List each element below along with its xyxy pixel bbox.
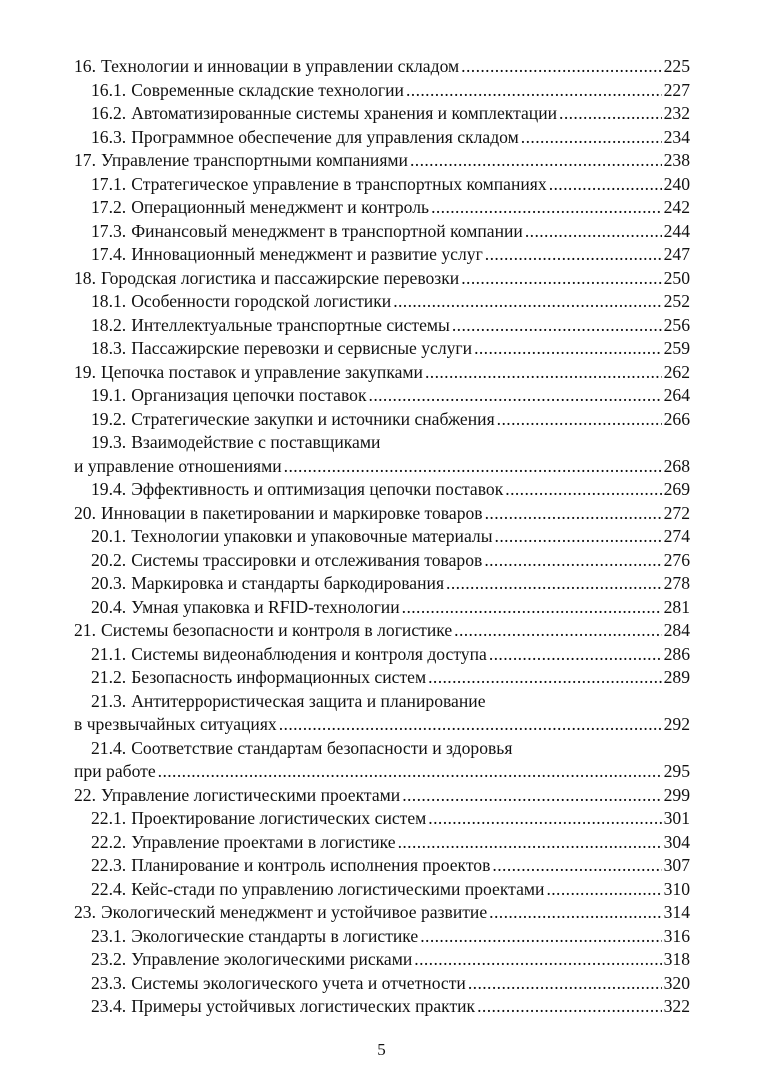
toc-entry-number: 20.1. xyxy=(91,526,127,546)
toc-entry-title: Инновационный менеджмент и развитие услуг xyxy=(131,244,483,264)
toc-entry-number: 22.1. xyxy=(91,808,127,828)
toc-entry-page: 289 xyxy=(663,667,690,687)
toc-leader-dots xyxy=(402,784,661,808)
toc-entry-number: 16.2. xyxy=(91,103,127,123)
toc-entry[interactable] xyxy=(74,807,690,831)
toc-entry-title-continuation: в чрезвычайных ситуациях xyxy=(74,714,277,734)
toc-entry-title: Умная упаковка и RFID-технологии xyxy=(131,596,400,617)
toc-leader-dots xyxy=(489,901,661,925)
toc-entry[interactable] xyxy=(74,173,690,197)
toc-entry-number: 16.3. xyxy=(91,126,127,147)
toc-entry[interactable] xyxy=(74,854,690,878)
toc-entry-page: 272 xyxy=(663,502,690,523)
toc-leader-dots xyxy=(446,572,662,596)
toc-leader-dots xyxy=(489,643,662,667)
toc-entry[interactable] xyxy=(74,525,690,549)
toc-entry[interactable] xyxy=(74,290,690,314)
toc-entry-page: 227 xyxy=(663,79,690,100)
toc-entry-page: 247 xyxy=(663,244,690,264)
toc-leader-dots xyxy=(525,220,662,244)
toc-entry[interactable] xyxy=(74,408,690,432)
toc-entry-title: Системы видеонаблюдения и контроля доступа xyxy=(131,643,487,664)
toc-entry-page: 314 xyxy=(663,902,690,922)
toc-entry-number: 19.3. xyxy=(91,432,127,452)
toc-leader-dots xyxy=(398,831,662,855)
toc-entry-number: 21.4. xyxy=(91,737,127,758)
toc-entry-title: Особенности городской логистики xyxy=(131,291,392,311)
toc-entry-number: 20. xyxy=(74,502,96,523)
toc-entry[interactable] xyxy=(74,972,690,996)
toc-leader-dots xyxy=(279,713,662,737)
toc-entry-title: Организация цепочки поставок xyxy=(131,385,367,405)
toc-entry-title: Программное обеспечение для управления складом xyxy=(131,126,519,147)
toc-entry-title: Экологические стандарты в логистике xyxy=(131,925,419,946)
toc-entry-number: 22.3. xyxy=(91,855,127,875)
toc-entry-page: 274 xyxy=(663,526,690,546)
toc-entry-title: Пассажирские перевозки и сервисные услуги xyxy=(131,338,473,358)
toc-entry-number: 19.2. xyxy=(91,408,127,429)
toc-entry-page: 256 xyxy=(663,314,690,335)
toc-entry-title: Соответствие стандартам безопасности и здоровья xyxy=(131,737,513,758)
toc-entry-page: 284 xyxy=(663,620,690,640)
toc-entry-title: Автоматизированные системы хранения и комплектации xyxy=(131,103,558,123)
toc-entry-title: Операционный менеджмент и контроль xyxy=(131,197,430,217)
toc-entry[interactable] xyxy=(74,596,690,620)
toc-entry[interactable] xyxy=(74,102,690,126)
toc-entry[interactable] xyxy=(74,314,690,338)
toc-entry[interactable] xyxy=(74,995,690,1019)
toc-leader-dots xyxy=(485,502,662,526)
toc-entry-page: 292 xyxy=(663,714,690,734)
toc-entry-title-continuation: и управление отношениями xyxy=(74,455,282,476)
toc-entry-page: 299 xyxy=(663,784,690,805)
toc-entry-number: 17.1. xyxy=(91,173,127,194)
toc-entry-page: 268 xyxy=(663,455,690,476)
toc-entry-page: 269 xyxy=(663,479,690,499)
toc-entry-continuation[interactable] xyxy=(74,455,690,479)
toc-entry[interactable] xyxy=(74,643,690,667)
toc-entry[interactable] xyxy=(74,831,690,855)
toc-entry-page: 295 xyxy=(663,761,690,781)
toc-entry-number: 20.3. xyxy=(91,573,127,593)
toc-entry[interactable] xyxy=(74,196,690,220)
toc-entry-page: 232 xyxy=(663,103,690,123)
toc-entry-title: Взаимодействие с поставщиками xyxy=(131,432,381,452)
toc-leader-dots xyxy=(497,408,662,432)
toc-entry-title: Цепочка поставок и управление закупками xyxy=(101,361,423,382)
toc-entry-number: 19. xyxy=(74,361,96,382)
toc-entry[interactable] xyxy=(74,55,690,79)
toc-entry-number: 21.3. xyxy=(91,690,127,711)
toc-entry-number: 20.2. xyxy=(91,549,127,570)
toc-entry[interactable] xyxy=(74,267,690,291)
toc-entry-title: Системы трассировки и отслеживания товаров xyxy=(131,549,483,570)
toc-leader-dots xyxy=(485,243,662,267)
toc-entry-page: 264 xyxy=(663,385,690,405)
toc-entry[interactable] xyxy=(74,878,690,902)
toc-leader-dots xyxy=(505,478,661,502)
toc-leader-dots xyxy=(369,384,662,408)
toc-entry-title: Технологии упаковки и упаковочные материалы xyxy=(131,526,493,546)
toc-entry-number: 23.1. xyxy=(91,925,127,946)
toc-entry[interactable] xyxy=(74,784,690,808)
toc-entry-page: 316 xyxy=(663,925,690,946)
toc-leader-dots xyxy=(425,361,662,385)
toc-leader-dots xyxy=(402,596,662,620)
toc-entry-title: Управление проектами в логистике xyxy=(131,831,396,852)
toc-entry[interactable] xyxy=(74,502,690,526)
toc-entry-number: 16.1. xyxy=(91,79,127,100)
toc-leader-dots xyxy=(461,267,661,291)
toc-entry-title: Системы экологического учета и отчетности xyxy=(131,972,466,993)
toc-leader-dots xyxy=(484,549,661,573)
toc-entry-number: 21.2. xyxy=(91,667,127,687)
toc-entry[interactable] xyxy=(74,572,690,596)
toc-entry-title: Управление транспортными компаниями xyxy=(101,150,408,170)
toc-entry-number: 19.1. xyxy=(91,385,127,405)
toc-entry-number: 18. xyxy=(74,267,96,288)
toc-entry-title: Стратегическое управление в транспортных компаниях xyxy=(131,173,547,194)
toc-entry-number: 23. xyxy=(74,902,96,922)
toc-entry-title-continuation: при работе xyxy=(74,761,156,781)
toc-entry-number: 17.3. xyxy=(91,220,127,241)
toc-entry-number: 18.1. xyxy=(91,291,127,311)
toc-entry-number: 21. xyxy=(74,620,96,640)
toc-leader-dots xyxy=(521,126,662,150)
toc-entry-number: 16. xyxy=(74,56,96,76)
toc-entry-title: Эффективность и оптимизация цепочки поставок xyxy=(131,479,504,499)
toc-leader-dots xyxy=(420,925,661,949)
toc-entry-number: 23.3. xyxy=(91,972,127,993)
toc-entry-page: 301 xyxy=(663,808,690,828)
toc-leader-dots xyxy=(406,79,662,103)
toc-entry[interactable] xyxy=(74,690,690,714)
toc-entry-title: Кейс-стади по управлению логистическими проектами xyxy=(131,878,545,899)
toc-entry[interactable] xyxy=(74,619,690,643)
toc-entry[interactable] xyxy=(74,549,690,573)
toc-entry-number: 18.3. xyxy=(91,338,127,358)
toc-entry-page: 240 xyxy=(663,173,690,194)
toc-entry[interactable] xyxy=(74,925,690,949)
toc-leader-dots xyxy=(559,102,662,126)
toc-entry-title: Системы безопасности и контроля в логистике xyxy=(101,620,453,640)
toc-entry-page: 244 xyxy=(663,220,690,241)
toc-entry-number: 22.4. xyxy=(91,878,127,899)
toc-entry-page: 266 xyxy=(663,408,690,429)
toc-entry-page: 322 xyxy=(663,996,690,1016)
toc-entry[interactable] xyxy=(74,243,690,267)
toc-entry-page: 250 xyxy=(663,267,690,288)
toc-entry-page: 318 xyxy=(663,949,690,969)
toc-entry-page: 252 xyxy=(663,291,690,311)
toc-entry[interactable] xyxy=(74,948,690,972)
toc-leader-dots xyxy=(414,948,661,972)
toc-leader-dots xyxy=(431,196,662,220)
toc-entry-title: Безопасность информационных систем xyxy=(131,667,427,687)
toc-leader-dots xyxy=(428,666,662,690)
toc-entry-page: 307 xyxy=(663,855,690,875)
toc-entry[interactable] xyxy=(74,220,690,244)
toc-entry-title: Современные складские технологии xyxy=(131,79,404,100)
toc-entry-title: Маркировка и стандарты баркодирования xyxy=(131,573,445,593)
toc-entry-page: 281 xyxy=(663,596,690,617)
toc-entry-title: Технологии и инновации в управлении складом xyxy=(101,56,460,76)
toc-entry-page: 259 xyxy=(663,338,690,358)
toc-entry[interactable] xyxy=(74,126,690,150)
toc-entry-number: 19.4. xyxy=(91,479,127,499)
toc-entry[interactable] xyxy=(74,361,690,385)
toc-entry-title: Финансовый менеджмент в транспортной компании xyxy=(131,220,523,241)
toc-leader-dots xyxy=(474,337,662,361)
toc-entry[interactable] xyxy=(74,79,690,103)
toc-entry[interactable] xyxy=(74,666,690,690)
toc-entry-page: 262 xyxy=(663,361,690,382)
toc-entry-title: Управление экологическими рисками xyxy=(131,949,413,969)
toc-leader-dots xyxy=(452,314,662,338)
toc-entry[interactable] xyxy=(74,737,690,761)
toc-entry-number: 21.1. xyxy=(91,643,127,664)
toc-entry-page: 278 xyxy=(663,573,690,593)
toc-leader-dots xyxy=(428,807,661,831)
toc-entry-page: 242 xyxy=(663,197,690,217)
toc-leader-dots xyxy=(546,878,661,902)
toc-entry-page: 234 xyxy=(663,126,690,147)
toc-leader-dots xyxy=(495,525,662,549)
toc-entry-title: Антитеррористическая защита и планирование xyxy=(131,690,486,711)
toc-entry-title: Проектирование логистических систем xyxy=(131,808,427,828)
toc-entry-page: 286 xyxy=(663,643,690,664)
toc-entry-number: 17. xyxy=(74,150,96,170)
toc-entry-title: Примеры устойчивых логистических практик xyxy=(131,996,476,1016)
page-number: 5 xyxy=(377,1040,386,1059)
toc-entry-page: 276 xyxy=(663,549,690,570)
toc-entry-number: 18.2. xyxy=(91,314,127,335)
toc-entry[interactable] xyxy=(74,384,690,408)
toc-entry-title: Управление логистическими проектами xyxy=(101,784,401,805)
toc-entry-number: 17.4. xyxy=(91,244,127,264)
toc-entry-number: 17.2. xyxy=(91,197,127,217)
toc-entry[interactable] xyxy=(74,337,690,361)
toc-entry[interactable] xyxy=(74,149,690,173)
table-of-contents xyxy=(74,55,690,1019)
toc-entry-page: 304 xyxy=(663,831,690,852)
toc-entry-title: Интеллектуальные транспортные системы xyxy=(131,314,450,335)
toc-leader-dots xyxy=(461,55,661,79)
toc-leader-dots xyxy=(492,854,661,878)
toc-leader-dots xyxy=(410,149,662,173)
toc-leader-dots xyxy=(477,995,662,1019)
toc-entry-title: Планирование и контроль исполнения проектов xyxy=(131,855,491,875)
toc-entry-page: 225 xyxy=(663,56,690,76)
toc-entry-number: 23.4. xyxy=(91,996,127,1016)
toc-entry[interactable] xyxy=(74,431,690,455)
toc-leader-dots xyxy=(549,173,662,197)
toc-entry-continuation[interactable] xyxy=(74,760,690,784)
toc-entry[interactable] xyxy=(74,478,690,502)
toc-leader-dots xyxy=(454,619,661,643)
toc-entry-title: Инновации в пакетировании и маркировке товаров xyxy=(101,502,483,523)
toc-entry-title: Городская логистика и пассажирские перевозки xyxy=(101,267,460,288)
toc-leader-dots xyxy=(158,760,662,784)
toc-entry-continuation[interactable] xyxy=(74,713,690,737)
toc-entry-number: 22.2. xyxy=(91,831,127,852)
toc-entry-title: Стратегические закупки и источники снабжения xyxy=(131,408,495,429)
toc-entry-page: 238 xyxy=(663,150,690,170)
toc-leader-dots xyxy=(393,290,661,314)
toc-leader-dots xyxy=(284,455,662,479)
toc-entry[interactable] xyxy=(74,901,690,925)
toc-entry-page: 320 xyxy=(663,972,690,993)
toc-entry-number: 22. xyxy=(74,784,96,805)
toc-entry-page: 310 xyxy=(663,878,690,899)
toc-entry-title: Экологический менеджмент и устойчивое развитие xyxy=(101,902,488,922)
toc-entry-number: 20.4. xyxy=(91,596,127,617)
toc-leader-dots xyxy=(468,972,662,996)
toc-entry-number: 23.2. xyxy=(91,949,127,969)
